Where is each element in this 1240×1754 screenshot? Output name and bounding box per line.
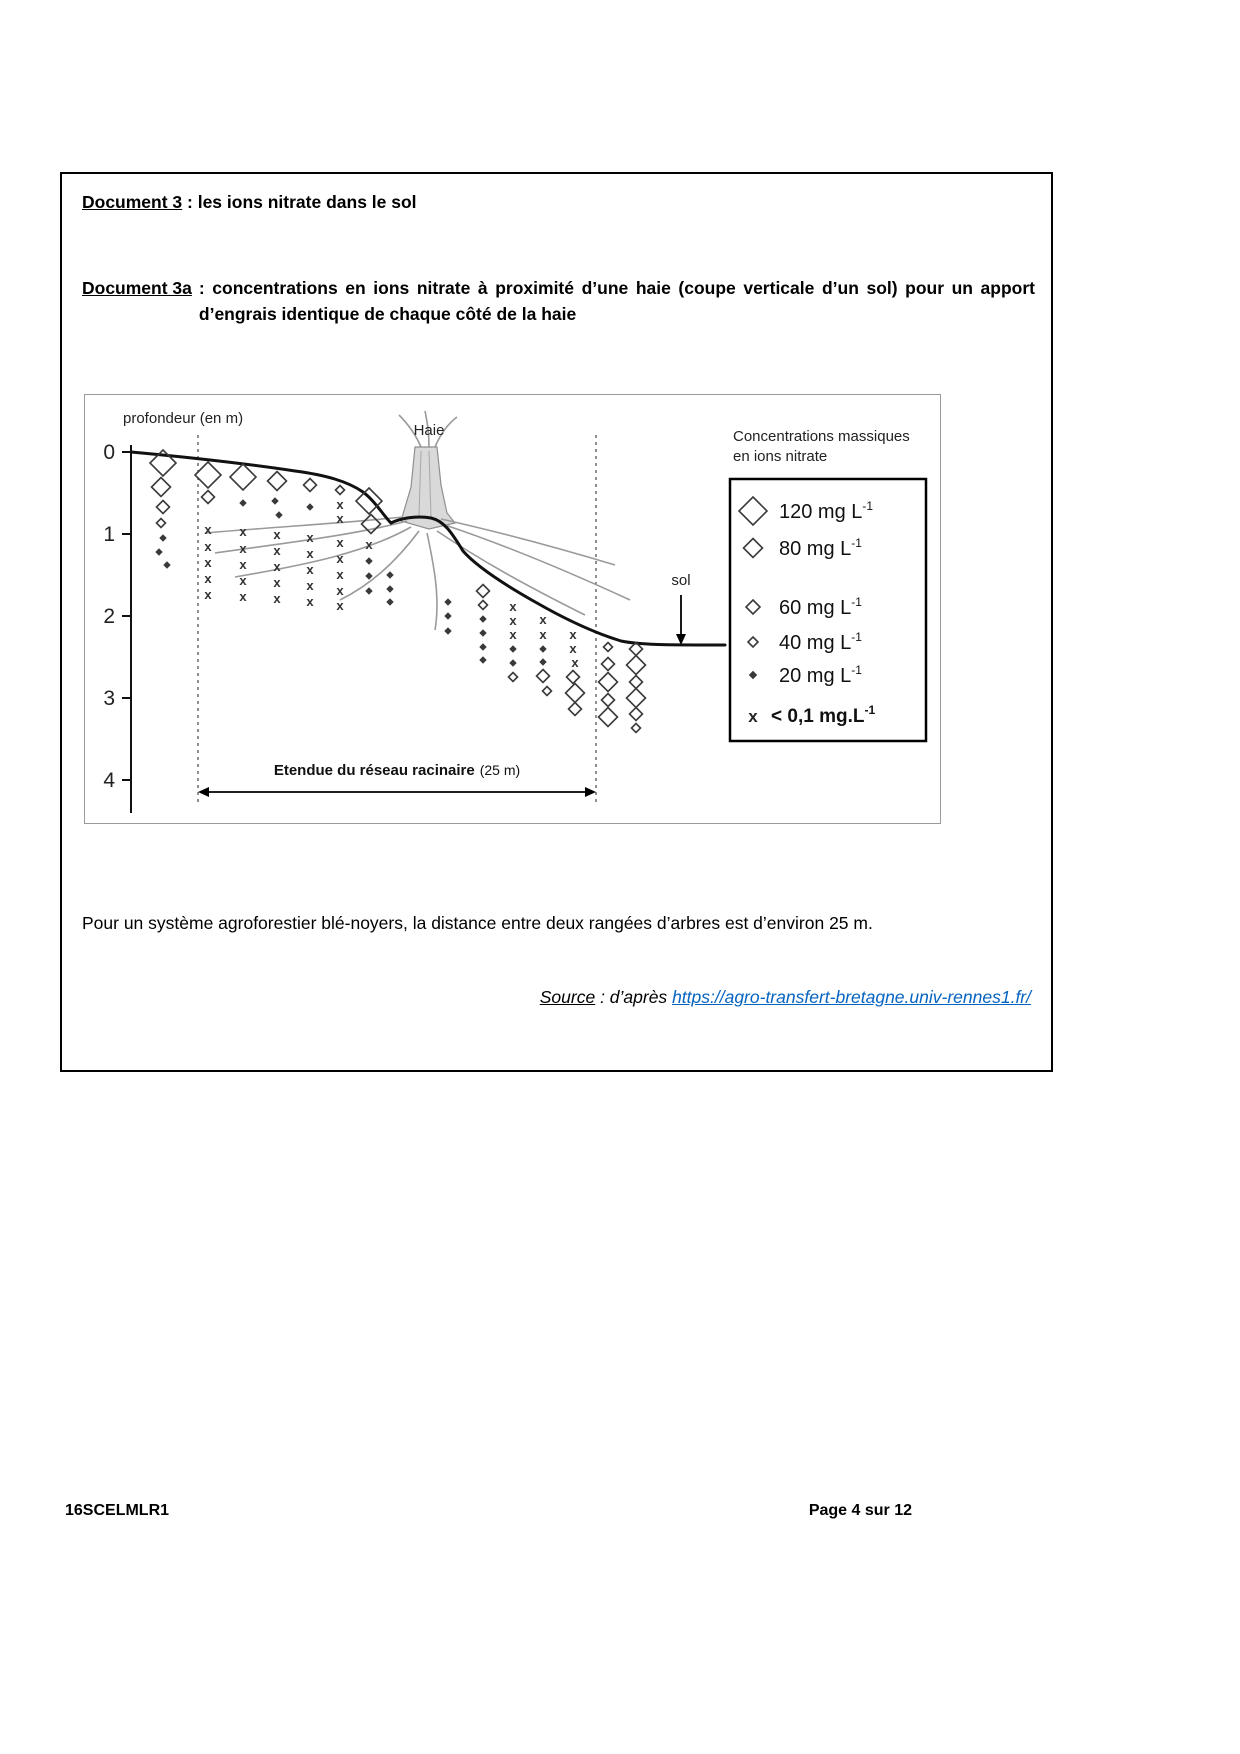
nitrate-diamond-marker [477,584,490,597]
nitrate-diamond-marker [566,683,585,702]
nitrate-markers [150,450,646,733]
nitrate-diamond-marker [602,657,615,670]
nitrate-diamond-marker [366,588,372,594]
svg-text:3: 3 [103,686,115,710]
nitrate-diamond-marker [604,642,613,651]
legend-label-80: 80 mg $L^{-1}$ [779,535,862,560]
nitrate-x-marker: x [336,582,344,598]
nitrate-diagram [85,395,940,823]
nitrate-x-marker: x [239,540,247,556]
nitrate-x-marker: x [569,626,577,642]
legend-title-line1: Concentrations massiques [733,427,910,445]
nitrate-diamond-marker [445,599,451,605]
nitrate-x-marker: x [273,558,281,574]
nitrate-diamond-marker [632,723,641,732]
nitrate-x-marker: x [239,588,247,604]
nitrate-diamond-marker [480,657,486,663]
source-line [78,987,1031,1008]
nitrate-diamond-marker [567,670,580,683]
legend [730,428,926,741]
nitrate-diamond-marker [479,600,488,609]
nitrate-diamond-marker [480,630,486,636]
document3a-title-label: Document 3a [82,278,192,298]
nitrate-diamond-marker [366,558,372,564]
distance-paragraph: Pour un système agroforestier blé-noyers, la distance entre deux rangées d’arbres est d’environ 25 m. [82,912,873,933]
nitrate-diamond-marker [164,562,170,568]
depth-axis-label: profondeur (en m) [123,409,244,427]
hedge-tree-sketch [205,411,630,630]
nitrate-x-marker: x [204,570,212,586]
legend-label-trace: < 0,1 $mg.L^{-1}$ [771,702,876,727]
page-footer [65,1502,912,1520]
nitrate-x-marker: x [239,556,247,572]
nitrate-x-marker: x [306,529,314,545]
nitrate-diamond-marker [445,613,451,619]
legend-label-40: 40 mg $L^{-1}$ [779,629,862,654]
nitrate-x-marker: x [239,572,247,588]
nitrate-diamond-marker [510,660,516,666]
nitrate-x-marker: x [306,593,314,609]
nitrate-diamond-marker [599,707,618,726]
nitrate-x-marker: x [365,536,373,552]
document-frame [60,172,1053,1072]
nitrate-x-marker: x [204,538,212,554]
nitrate-x-marker: x [509,612,517,628]
nitrate-diamond-marker [336,485,345,494]
nitrate-diamond-marker [543,686,552,695]
nitrate-diamond-marker [230,464,256,490]
depth-axis-tick-labels [103,441,115,792]
source-prefix: : d’après [595,986,673,1007]
nitrate-x-marker: x [509,626,517,642]
nitrate-x-marker: x [273,526,281,542]
nitrate-x-marker: x [336,566,344,582]
footer-page-number: Page 4 sur 12 [808,1502,912,1519]
root-extent-label: Etendue du réseau racinaire (25 m) [273,761,521,779]
nitrate-diamond-marker [480,616,486,622]
hedge-label: Haie [413,421,445,439]
nitrate-diamond-marker [509,672,518,681]
nitrate-diamond-marker [599,672,618,691]
root-extent-arrowhead-left [198,787,209,797]
nitrate-diamond-marker [387,599,393,605]
nitrate-x-marker: x [204,586,212,602]
nitrate-diamond-marker [268,471,287,490]
footer-doc-code: 16SCELMLR1 [65,1502,170,1519]
nitrate-diamond-marker [157,500,170,513]
nitrate-diamond-marker [195,462,221,488]
nitrate-diamond-marker [540,659,546,665]
nitrate-x-marker: x [306,561,314,577]
nitrate-x-marker: x [539,626,547,642]
nitrate-diamond-marker [240,500,246,506]
nitrate-x-marker: x [204,521,212,537]
nitrate-diamond-marker [627,688,646,707]
nitrate-diamond-marker [630,675,643,688]
document3-title-label: Document 3 [82,192,183,212]
legend-label-20: 20 mg $L^{-1}$ [779,662,862,687]
source-label: Source [539,986,596,1007]
root-extent-annotation [198,762,596,797]
nitrate-diamond-marker [537,669,550,682]
nitrate-x-marker: x [336,496,344,512]
nitrate-diamond-marker [152,477,171,496]
nitrate-x-marker: x [306,577,314,593]
nitrate-x-marker: x [539,611,547,627]
nitrate-diamond-marker [304,478,317,491]
nitrate-x-marker: x [273,590,281,606]
nitrate-diamond-marker [387,572,393,578]
legend-title-line2: en ions nitrate [733,447,828,465]
nitrate-diamond-marker [307,504,313,510]
nitrate-diamond-marker [480,644,486,650]
nitrate-diamond-marker [156,549,162,555]
svg-text:2: 2 [103,604,115,628]
nitrate-x-marker: x [273,542,281,558]
nitrate-x-marker: x [273,574,281,590]
svg-text:4: 4 [103,768,115,792]
legend-diamond-80-icon [744,538,763,557]
root-extent-arrowhead-right [585,787,596,797]
soil-pointer [671,572,690,645]
legend-diamond-40-icon [748,637,758,647]
nitrate-diamond-marker [160,535,166,541]
nitrate-x-marker: x [306,545,314,561]
legend-label-120: 120 mg $L^{-1}$ [779,498,874,523]
nitrate-diamond-marker [627,655,646,674]
nitrate-x-marker: x [239,523,247,539]
nitrate-diamond-marker [356,488,382,514]
document3-title [82,192,1035,213]
nitrate-diamond-marker [387,586,393,592]
nitrate-x-marker: x [336,534,344,550]
legend-x-icon: x [748,706,758,726]
nitrate-x-marker: x [204,554,212,570]
svg-text:0: 0 [103,440,115,464]
nitrate-diamond-marker [602,693,615,706]
document3a-title-text: : concentrations en ions nitrate à proximité d’une haie (coupe verticale d’un sol) pour un apport d’engrais identique de chaque côté de la haie [198,278,1035,325]
source-link[interactable]: https://agro-transfert-bretagne.univ-rennes1.fr/ [672,986,1031,1007]
nitrate-diamond-marker [272,498,278,504]
nitrate-diamond-marker [276,512,282,518]
nitrate-x-marker: x [336,597,344,613]
nitrate-diamond-marker [157,518,166,527]
legend-label-60: 60 mg $L^{-1}$ [779,594,862,619]
legend-diamond-20-icon [750,671,757,678]
nitrate-diamond-marker [366,573,372,579]
nitrate-diamond-marker [445,628,451,634]
nitrate-x-marker: x [509,598,517,614]
nitrate-x-marker: x [336,550,344,566]
depth-axis-ticks [122,452,131,780]
nitrate-x-marker: x [569,640,577,656]
nitrate-x-marker: x [336,510,344,526]
nitrate-diamond-marker [540,646,546,652]
svg-text:1: 1 [103,522,115,546]
nitrate-diamond-marker [510,646,516,652]
nitrate-diamond-marker [202,490,215,503]
document3-title-text: : les ions nitrate dans le sol [182,192,417,212]
nitrate-diamond-marker [630,707,643,720]
legend-diamond-60-icon [746,600,760,614]
document3a-title [82,275,1035,328]
nitrate-diamond-marker [569,702,582,715]
nitrate-figure [84,394,941,824]
nitrate-x-marker: x [571,654,579,670]
legend-diamond-120-icon [739,497,767,525]
soil-label: sol [671,571,691,589]
